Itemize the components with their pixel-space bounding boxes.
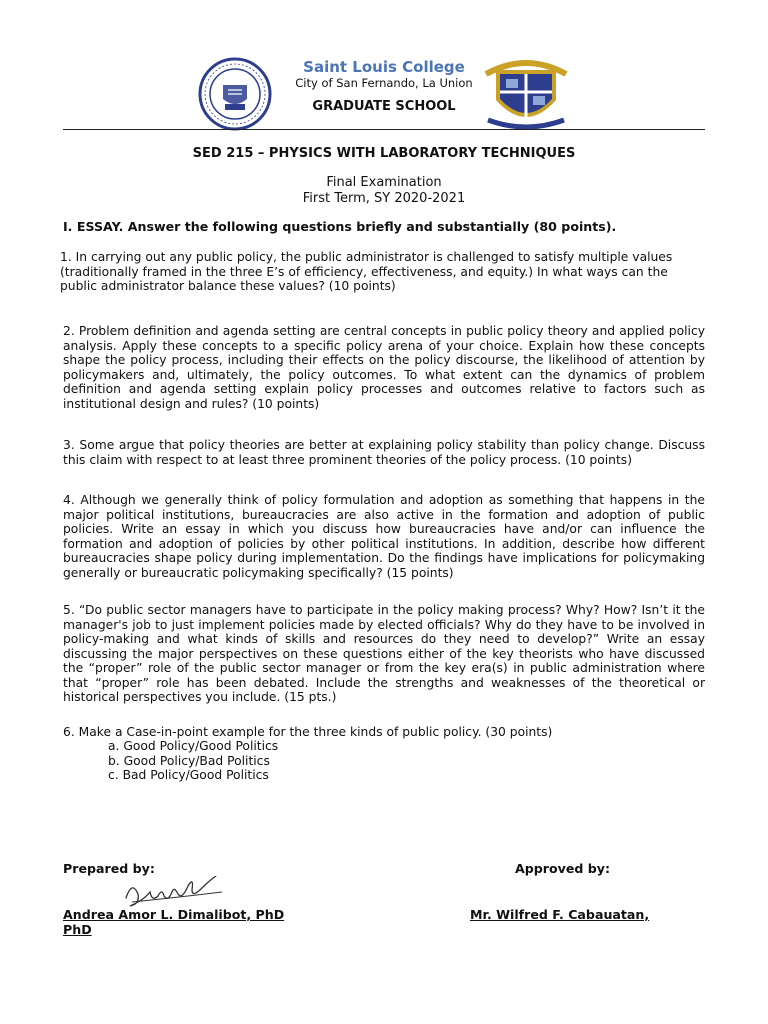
question-4: 4. Although we generally think of policy formulation and adoption as something that happens in the major political institutions, bureaucracies are also active in the formation and adoption of public policies. Write an essay in which you discuss how bureaucracies have and/or can influence the formation and adoption of policies by other political institutions. In addition, describe how different bureaucracies shape policy during implementation. Do the findings have implications for policymaking generally or bureaucratic policymaking specifically? (15 points) [63, 493, 705, 580]
exam-name: Final Examination [326, 175, 442, 190]
question-3: 3. Some argue that policy theories are better at explaining policy stability than policy change. Discuss this claim with respect to at least three prominent theories of the policy process. (10 points) [63, 438, 705, 467]
approved-by-name-suffix: PhD [63, 922, 92, 937]
question-2: 2. Problem definition and agenda setting are central concepts in public policy theory and applied policy analysis. Apply these concepts to a specific policy arena of your choice. Explain how these concepts shape the policy process, including their effects on the policy discourse, the likelihood of attention by policymakers and, ultimately, the policy outcomes. To what extent can the dynamics of problem definition and agenda setting explain policy processes and outcomes relative to factors such as institutional design and rules? (10 points) [63, 324, 705, 411]
option-b: b. Good Policy/Bad Politics [108, 753, 270, 768]
college-city: City of San Fernando, La Union [295, 76, 473, 90]
course-title: SED 215 – PHYSICS WITH LABORATORY TECHNIQUES [192, 146, 576, 161]
approved-by-name: Mr. Wilfred F. Cabauatan, [470, 907, 650, 922]
exam-term: First Term, SY 2020-2021 [302, 190, 466, 206]
essay-instructions: I. ESSAY. Answer the following questions briefly and substantially (80 points). [63, 219, 617, 234]
school-name: GRADUATE SCHOOL [312, 99, 456, 114]
prepared-by-label: Prepared by: [63, 861, 155, 876]
header-divider [63, 129, 705, 130]
approved-by-label: Approved by: [515, 861, 611, 876]
question-6: 6. Make a Case-in-point example for the three kinds of public policy. (30 points) [63, 725, 553, 739]
option-c: c. Bad Policy/Good Politics [108, 768, 269, 782]
option-a: a. Good Policy/Good Politics [108, 739, 279, 753]
question-1: 1. In carrying out any public policy, the public administrator is challenged to satisfy multiple values (traditionally framed in the three E’s of efficiency, effectiveness, and equity.) In what ways can the public administrator balance these values? (10 points) [60, 250, 673, 293]
question-5: 5. “Do public sector managers have to participate in the policy making process? Why? How? Isn’t it the manager's job to just implement policies made by elected officials? Why do they have to be involved in policy-making and what kinds of skills and resources do they need to develop?” Write an essay discussing the major perspectives on these questions either of the key theorists who have discussed the “proper” role of the public sector manager or from the key era(s) in public administration where that “proper” role has been debated. Include the strengths and weaknesses of the theoretical or historical perspectives you include. (15 pts.) [63, 603, 705, 704]
college-name: Saint Louis College [303, 58, 465, 76]
prepared-by-name: Andrea Amor L. Dimalibot, PhD [63, 907, 285, 922]
question-6-options [108, 739, 278, 783]
exam-info [0, 175, 768, 206]
